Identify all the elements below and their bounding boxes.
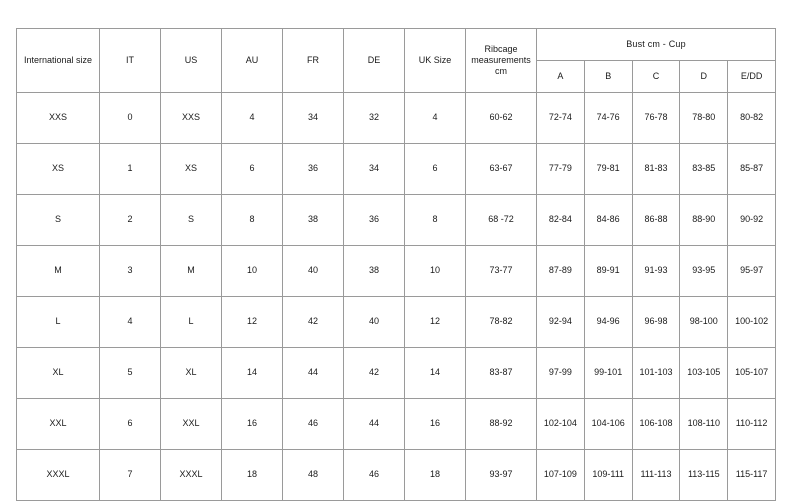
cell-it: 2 bbox=[100, 195, 161, 246]
cell-cup-c: 101-103 bbox=[632, 348, 680, 399]
cell-cup-d: 93-95 bbox=[680, 246, 728, 297]
cell-au: 18 bbox=[222, 450, 283, 501]
header-row-primary bbox=[17, 29, 776, 61]
table-body bbox=[17, 93, 776, 501]
cell-au: 6 bbox=[222, 144, 283, 195]
cell-cup-c: 106-108 bbox=[632, 399, 680, 450]
cell-fr: 46 bbox=[283, 399, 344, 450]
size-conversion-table bbox=[16, 28, 776, 501]
table-row bbox=[17, 144, 776, 195]
table-row bbox=[17, 348, 776, 399]
cell-ribcage: 93-97 bbox=[466, 450, 537, 501]
cell-au: 14 bbox=[222, 348, 283, 399]
cell-it: 7 bbox=[100, 450, 161, 501]
column-header-bust-cup-group: Bust cm - Cup bbox=[537, 29, 776, 61]
cell-cup-c: 86-88 bbox=[632, 195, 680, 246]
cell-cup-edd: 90-92 bbox=[728, 195, 776, 246]
cell-cup-c: 81-83 bbox=[632, 144, 680, 195]
cell-de: 32 bbox=[344, 93, 405, 144]
column-header-uk-size: UK Size bbox=[405, 29, 466, 93]
cell-cup-b: 109-111 bbox=[584, 450, 632, 501]
cell-uk: 4 bbox=[405, 93, 466, 144]
cell-de: 40 bbox=[344, 297, 405, 348]
cell-fr: 38 bbox=[283, 195, 344, 246]
cell-cup-edd: 110-112 bbox=[728, 399, 776, 450]
column-header-cup-edd: E/DD bbox=[728, 61, 776, 93]
cell-fr: 42 bbox=[283, 297, 344, 348]
cell-cup-d: 78-80 bbox=[680, 93, 728, 144]
cell-cup-b: 84-86 bbox=[584, 195, 632, 246]
column-header-cup-b: B bbox=[584, 61, 632, 93]
column-header-us: US bbox=[161, 29, 222, 93]
cell-it: 5 bbox=[100, 348, 161, 399]
cell-cup-b: 94-96 bbox=[584, 297, 632, 348]
cell-international-size: XXS bbox=[17, 93, 100, 144]
cell-it: 0 bbox=[100, 93, 161, 144]
cell-uk: 6 bbox=[405, 144, 466, 195]
cell-cup-a: 77-79 bbox=[537, 144, 585, 195]
column-header-au: AU bbox=[222, 29, 283, 93]
cell-fr: 40 bbox=[283, 246, 344, 297]
table-row bbox=[17, 297, 776, 348]
cell-cup-b: 104-106 bbox=[584, 399, 632, 450]
cell-uk: 10 bbox=[405, 246, 466, 297]
cell-uk: 12 bbox=[405, 297, 466, 348]
cell-uk: 18 bbox=[405, 450, 466, 501]
cell-cup-a: 87-89 bbox=[537, 246, 585, 297]
cell-us: S bbox=[161, 195, 222, 246]
cell-us: XXL bbox=[161, 399, 222, 450]
cell-cup-c: 111-113 bbox=[632, 450, 680, 501]
table-row bbox=[17, 93, 776, 144]
cell-cup-a: 92-94 bbox=[537, 297, 585, 348]
cell-international-size: L bbox=[17, 297, 100, 348]
cell-us: XL bbox=[161, 348, 222, 399]
cell-ribcage: 60-62 bbox=[466, 93, 537, 144]
cell-cup-a: 107-109 bbox=[537, 450, 585, 501]
table-header bbox=[17, 29, 776, 93]
cell-de: 36 bbox=[344, 195, 405, 246]
cell-it: 6 bbox=[100, 399, 161, 450]
column-header-ribcage-measurements: Ribcage measurements cm bbox=[466, 29, 537, 93]
cell-international-size: XXXL bbox=[17, 450, 100, 501]
table-row bbox=[17, 246, 776, 297]
column-header-international-size: International size bbox=[17, 29, 100, 93]
cell-uk: 8 bbox=[405, 195, 466, 246]
cell-cup-edd: 105-107 bbox=[728, 348, 776, 399]
column-header-fr: FR bbox=[283, 29, 344, 93]
column-header-de: DE bbox=[344, 29, 405, 93]
cell-ribcage: 73-77 bbox=[466, 246, 537, 297]
cell-cup-c: 76-78 bbox=[632, 93, 680, 144]
column-header-cup-c: C bbox=[632, 61, 680, 93]
cell-fr: 34 bbox=[283, 93, 344, 144]
cell-au: 10 bbox=[222, 246, 283, 297]
cell-ribcage: 78-82 bbox=[466, 297, 537, 348]
cell-cup-b: 89-91 bbox=[584, 246, 632, 297]
cell-ribcage: 63-67 bbox=[466, 144, 537, 195]
cell-international-size: XL bbox=[17, 348, 100, 399]
cell-cup-a: 72-74 bbox=[537, 93, 585, 144]
cell-cup-b: 79-81 bbox=[584, 144, 632, 195]
cell-cup-a: 102-104 bbox=[537, 399, 585, 450]
cell-ribcage: 83-87 bbox=[466, 348, 537, 399]
cell-cup-d: 88-90 bbox=[680, 195, 728, 246]
cell-cup-edd: 95-97 bbox=[728, 246, 776, 297]
cell-cup-b: 74-76 bbox=[584, 93, 632, 144]
cell-us: M bbox=[161, 246, 222, 297]
cell-ribcage: 68 -72 bbox=[466, 195, 537, 246]
cell-au: 12 bbox=[222, 297, 283, 348]
cell-us: L bbox=[161, 297, 222, 348]
cell-cup-c: 91-93 bbox=[632, 246, 680, 297]
cell-de: 42 bbox=[344, 348, 405, 399]
column-header-it: IT bbox=[100, 29, 161, 93]
cell-de: 44 bbox=[344, 399, 405, 450]
table-row bbox=[17, 450, 776, 501]
cell-au: 16 bbox=[222, 399, 283, 450]
table-row bbox=[17, 195, 776, 246]
cell-it: 1 bbox=[100, 144, 161, 195]
cell-au: 8 bbox=[222, 195, 283, 246]
cell-us: XXXL bbox=[161, 450, 222, 501]
cell-it: 3 bbox=[100, 246, 161, 297]
cell-us: XS bbox=[161, 144, 222, 195]
cell-de: 34 bbox=[344, 144, 405, 195]
cell-fr: 48 bbox=[283, 450, 344, 501]
cell-ribcage: 88-92 bbox=[466, 399, 537, 450]
cell-uk: 14 bbox=[405, 348, 466, 399]
cell-fr: 36 bbox=[283, 144, 344, 195]
cell-cup-a: 97-99 bbox=[537, 348, 585, 399]
table-row bbox=[17, 399, 776, 450]
cell-cup-b: 99-101 bbox=[584, 348, 632, 399]
cell-cup-c: 96-98 bbox=[632, 297, 680, 348]
cell-fr: 44 bbox=[283, 348, 344, 399]
column-header-cup-a: A bbox=[537, 61, 585, 93]
cell-cup-edd: 80-82 bbox=[728, 93, 776, 144]
cell-international-size: XS bbox=[17, 144, 100, 195]
cell-international-size: M bbox=[17, 246, 100, 297]
cell-cup-d: 113-115 bbox=[680, 450, 728, 501]
cell-cup-a: 82-84 bbox=[537, 195, 585, 246]
cell-de: 38 bbox=[344, 246, 405, 297]
column-header-cup-d: D bbox=[680, 61, 728, 93]
cell-cup-edd: 85-87 bbox=[728, 144, 776, 195]
cell-cup-d: 98-100 bbox=[680, 297, 728, 348]
cell-uk: 16 bbox=[405, 399, 466, 450]
cell-cup-d: 108-110 bbox=[680, 399, 728, 450]
cell-cup-d: 83-85 bbox=[680, 144, 728, 195]
cell-cup-d: 103-105 bbox=[680, 348, 728, 399]
cell-cup-edd: 115-117 bbox=[728, 450, 776, 501]
cell-international-size: XXL bbox=[17, 399, 100, 450]
cell-cup-edd: 100-102 bbox=[728, 297, 776, 348]
cell-au: 4 bbox=[222, 93, 283, 144]
cell-it: 4 bbox=[100, 297, 161, 348]
cell-us: XXS bbox=[161, 93, 222, 144]
cell-international-size: S bbox=[17, 195, 100, 246]
cell-de: 46 bbox=[344, 450, 405, 501]
